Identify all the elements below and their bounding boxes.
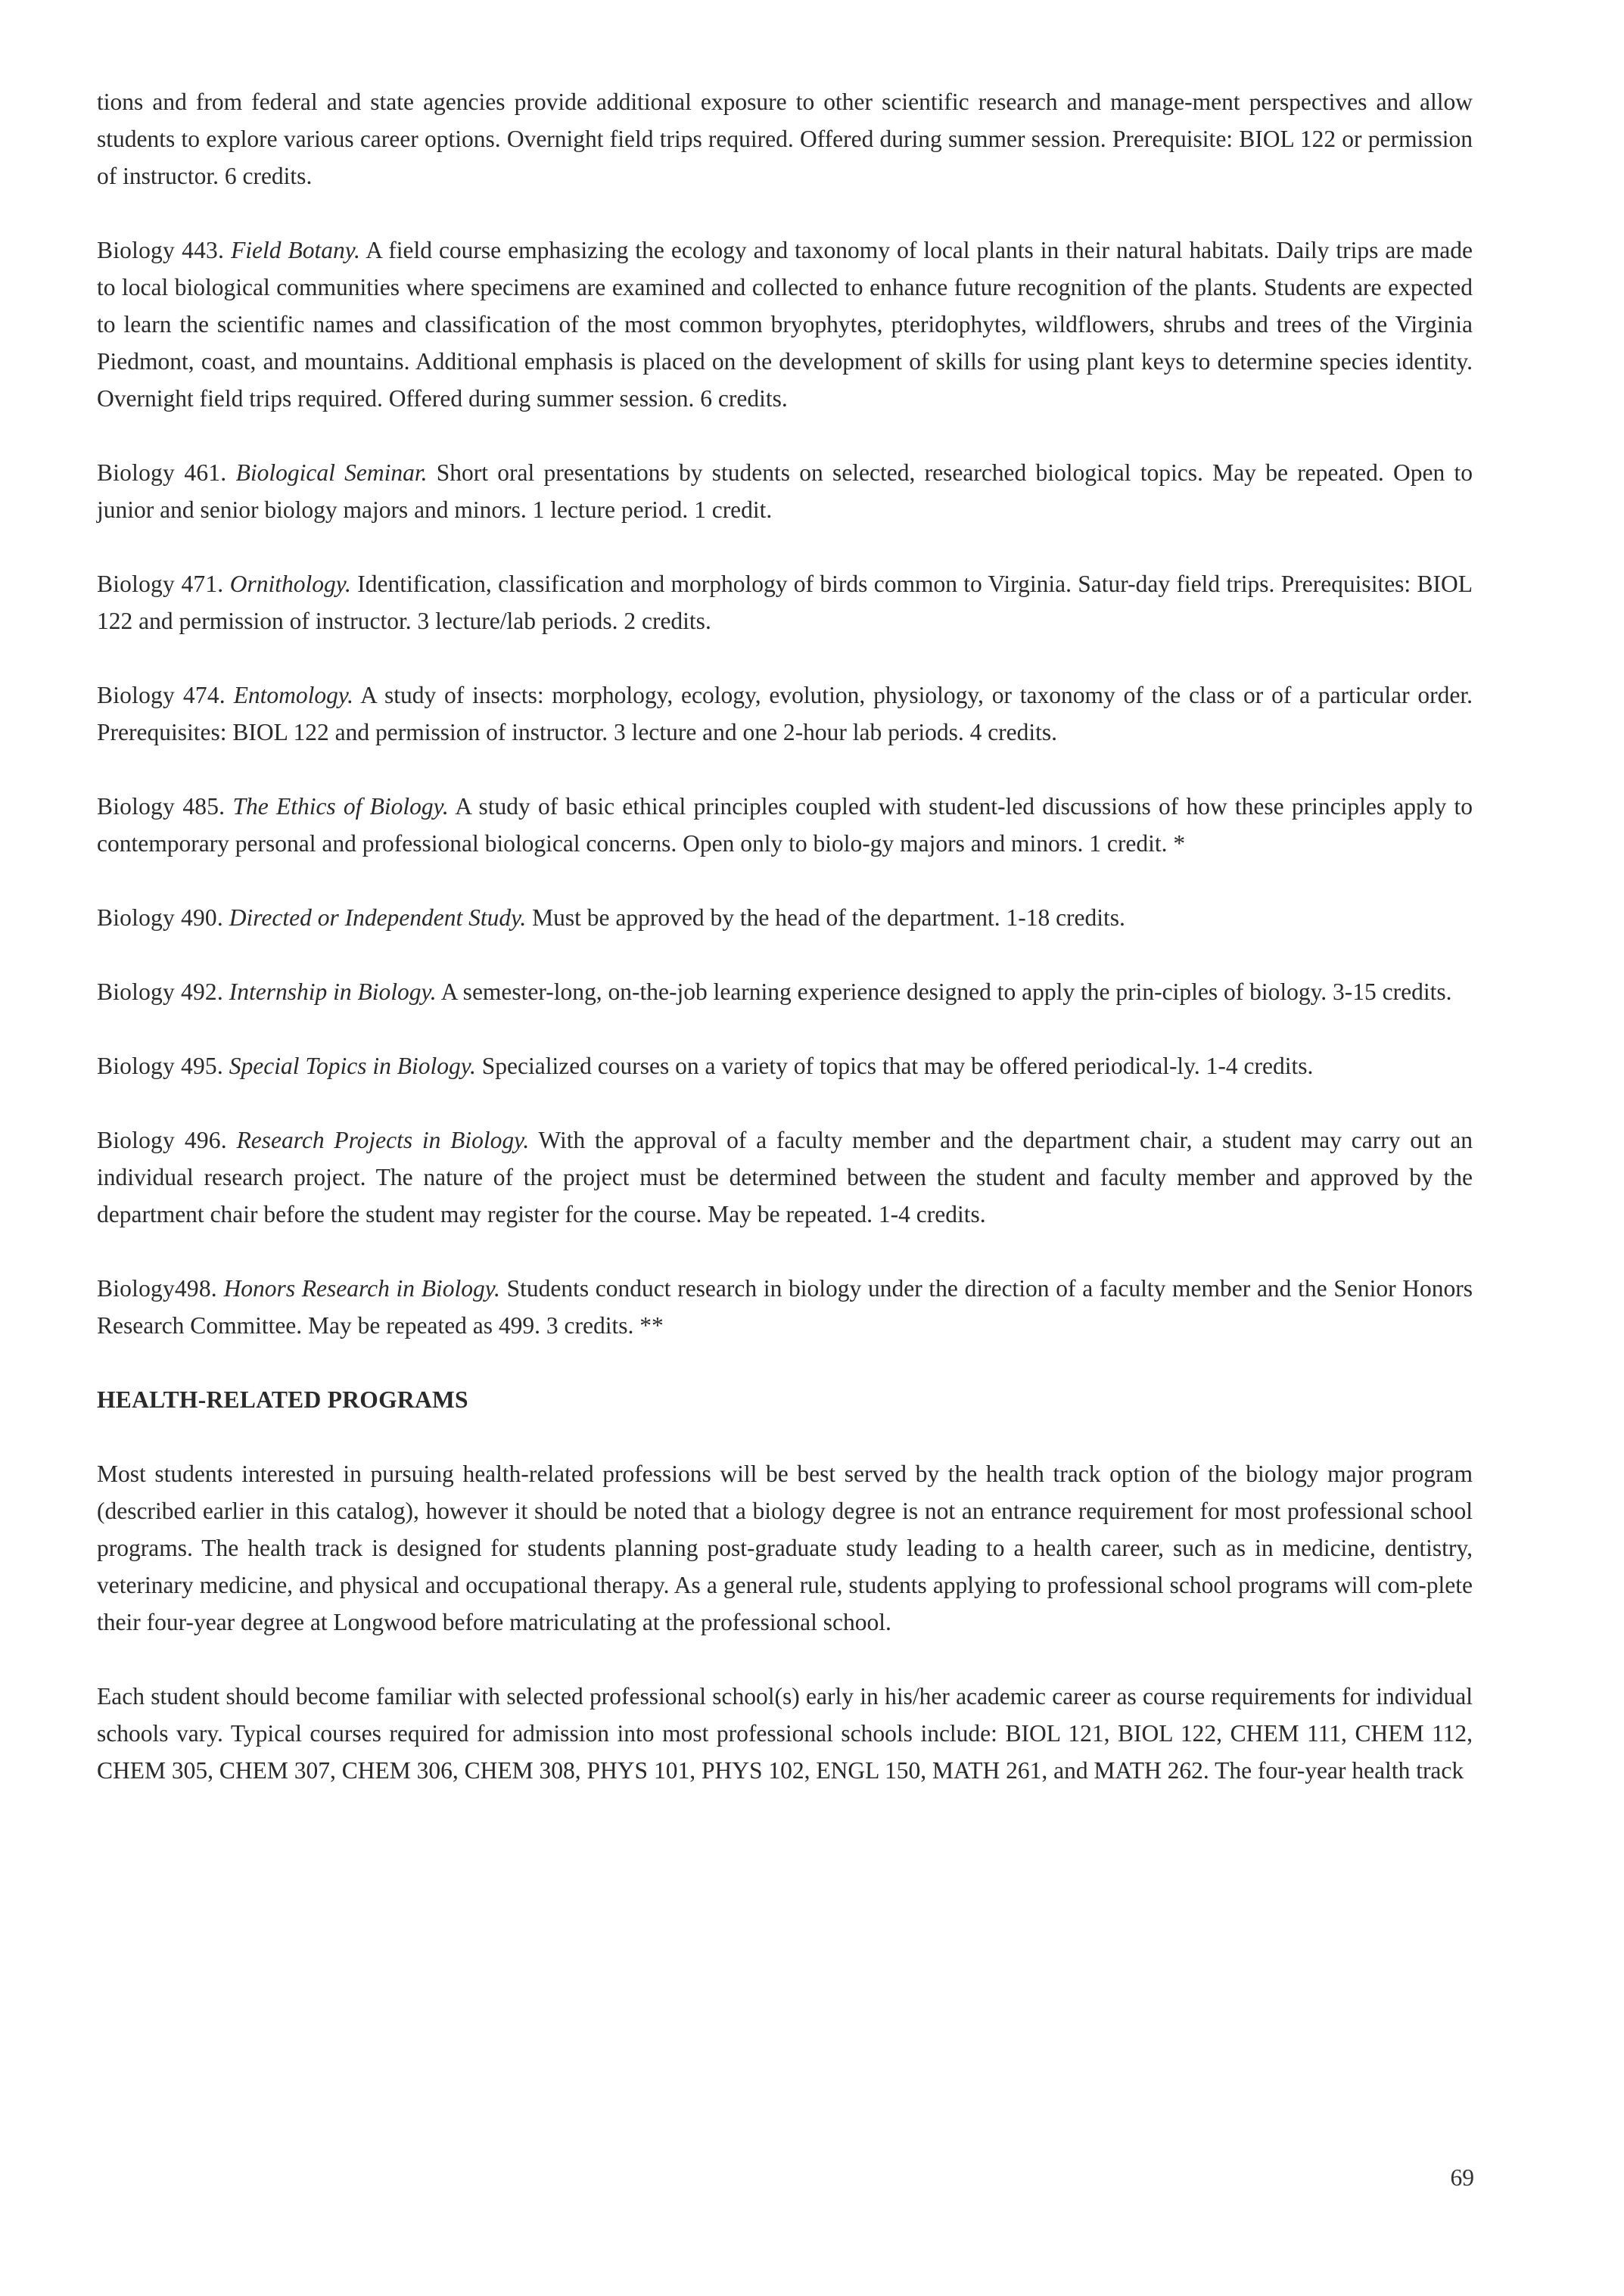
course-title: Directed or Independent Study. — [229, 904, 527, 931]
course-description: A field course emphasizing the ecology and taxonomy of local plants in their natural habitats. Daily trips are made to local biological communities where specimens are examined and collected to enhance future recognition of the plants. Students are expected to learn the scientific names and classification of the most common bryophytes, pteridophytes, wildflowers, shrubs and trees of the Virginia Piedmont, coast, and mountains. Additional emphasis is placed on the development of skills for using plant keys to determine species identity. Overnight field trips required. Offered during summer session. 6 credits. — [97, 237, 1473, 412]
section-heading: HEALTH-RELATED PROGRAMS — [97, 1386, 468, 1413]
course-code: Biology 496. — [97, 1127, 227, 1153]
course-biology-474 — [97, 677, 1473, 751]
course-code: Biology 492. — [97, 978, 223, 1005]
course-title: Honors Research in Biology. — [223, 1275, 500, 1302]
course-biology-498 — [97, 1270, 1473, 1344]
course-code: Biology498. — [97, 1275, 217, 1302]
intro-paragraph: tions and from federal and state agencies provide additional exposure to other scientific research and manage-ment perspectives and allow students to explore various career options. Overnight field trips required. Offered during summer session. Prerequisite: BIOL 122 or permission of instructor. 6 credits. — [97, 89, 1473, 189]
course-biology-492 — [97, 973, 1473, 1010]
course-description: A study of insects: morphology, ecology, evolution, physiology, or taxonomy of the class or of a particular order. Prerequisites: BIOL 122 and permission of instructor. 3 lecture and one 2-hour lab periods. 4 credits. — [97, 682, 1473, 745]
course-code: Biology 474. — [97, 682, 226, 708]
course-title: Biological Seminar. — [235, 459, 428, 486]
course-title: Ornithology. — [229, 571, 351, 597]
course-biology-496 — [97, 1122, 1473, 1233]
course-biology-443 — [97, 232, 1473, 417]
course-biology-461 — [97, 454, 1473, 528]
course-biology-471 — [97, 565, 1473, 639]
course-biology-490 — [97, 899, 1473, 936]
course-title: Internship in Biology. — [229, 978, 437, 1005]
course-description: Short oral presentations by students on selected, researched biological topics. May be repeated. Open to junior and senior biology majors and minors. 1 lecture period. 1 credit. — [97, 459, 1473, 523]
course-code: Biology 485. — [97, 793, 226, 820]
course-title: Entomology. — [233, 682, 354, 708]
course-code: Biology 495. — [97, 1053, 223, 1079]
course-title: Research Projects in Biology. — [236, 1127, 530, 1153]
page-number: 69 — [1450, 2164, 1474, 2191]
course-code: Biology 443. — [97, 237, 225, 263]
course-description: A semester-long, on-the-job learning experience designed to apply the prin-ciples of biology. 3-15 credits. — [440, 978, 1452, 1005]
course-title: Special Topics in Biology. — [229, 1053, 476, 1079]
health-programs-paragraph: Most students interested in pursuing health-related professions will be best served by the health track option of the biology major program (described earlier in this catalog), however it should be noted that a biology degree is not an entrance requirement for most professional school programs. The health track is designed for students planning post-graduate study leading to a health career, such as in medicine, dentistry, veterinary medicine, and physical and occupational therapy. As a general rule, students applying to professional school programs will com-plete their four-year degree at Longwood before matriculating at the professional school. — [97, 1461, 1473, 1635]
course-code: Biology 471. — [97, 571, 224, 597]
course-code: Biology 461. — [97, 459, 227, 486]
course-description: With the approval of a faculty member and the department chair, a student may carry out an individual research project. The nature of the project must be determined between the student and faculty member and approved by the department chair before the student may register for the course. May be repeated. 1-4 credits. — [97, 1127, 1473, 1227]
course-description: A study of basic ethical principles coupled with student-led discussions of how these principles apply to contemporary personal and professional biological concerns. Open only to biolo-gy majors and minors. 1 credit. * — [97, 793, 1473, 857]
course-biology-495 — [97, 1047, 1473, 1084]
course-title: Field Botany. — [231, 237, 360, 263]
admission-requirements-paragraph: Each student should become familiar with selected professional school(s) early in his/her academic career as course requirements for individual schools vary. Typical courses required for admission into most professional schools include: BIOL 121, BIOL 122, CHEM 111, CHEM 112, CHEM 305, CHEM 307, CHEM 306, CHEM 308, PHYS 101, PHYS 102, ENGL 150, MATH 261, and MATH 262. The four-year health track — [97, 1683, 1473, 1784]
course-biology-485 — [97, 788, 1473, 862]
course-description: Students conduct research in biology under the direction of a faculty member and the Senior Honors Research Committee. May be repeated as 499. 3 credits. ** — [97, 1275, 1473, 1339]
course-description: Specialized courses on a variety of topics that may be offered periodical-ly. 1-4 credits. — [481, 1053, 1314, 1079]
course-title: The Ethics of Biology. — [232, 793, 449, 820]
catalog-page — [97, 83, 1473, 1826]
course-code: Biology 490. — [97, 904, 223, 931]
course-description: Identification, classification and morphology of birds common to Virginia. Satur-day field trips. Prerequisites: BIOL 122 and permission of instructor. 3 lecture/lab periods. 2 credits. — [97, 571, 1473, 634]
course-description: Must be approved by the head of the department. 1-18 credits. — [532, 904, 1125, 931]
